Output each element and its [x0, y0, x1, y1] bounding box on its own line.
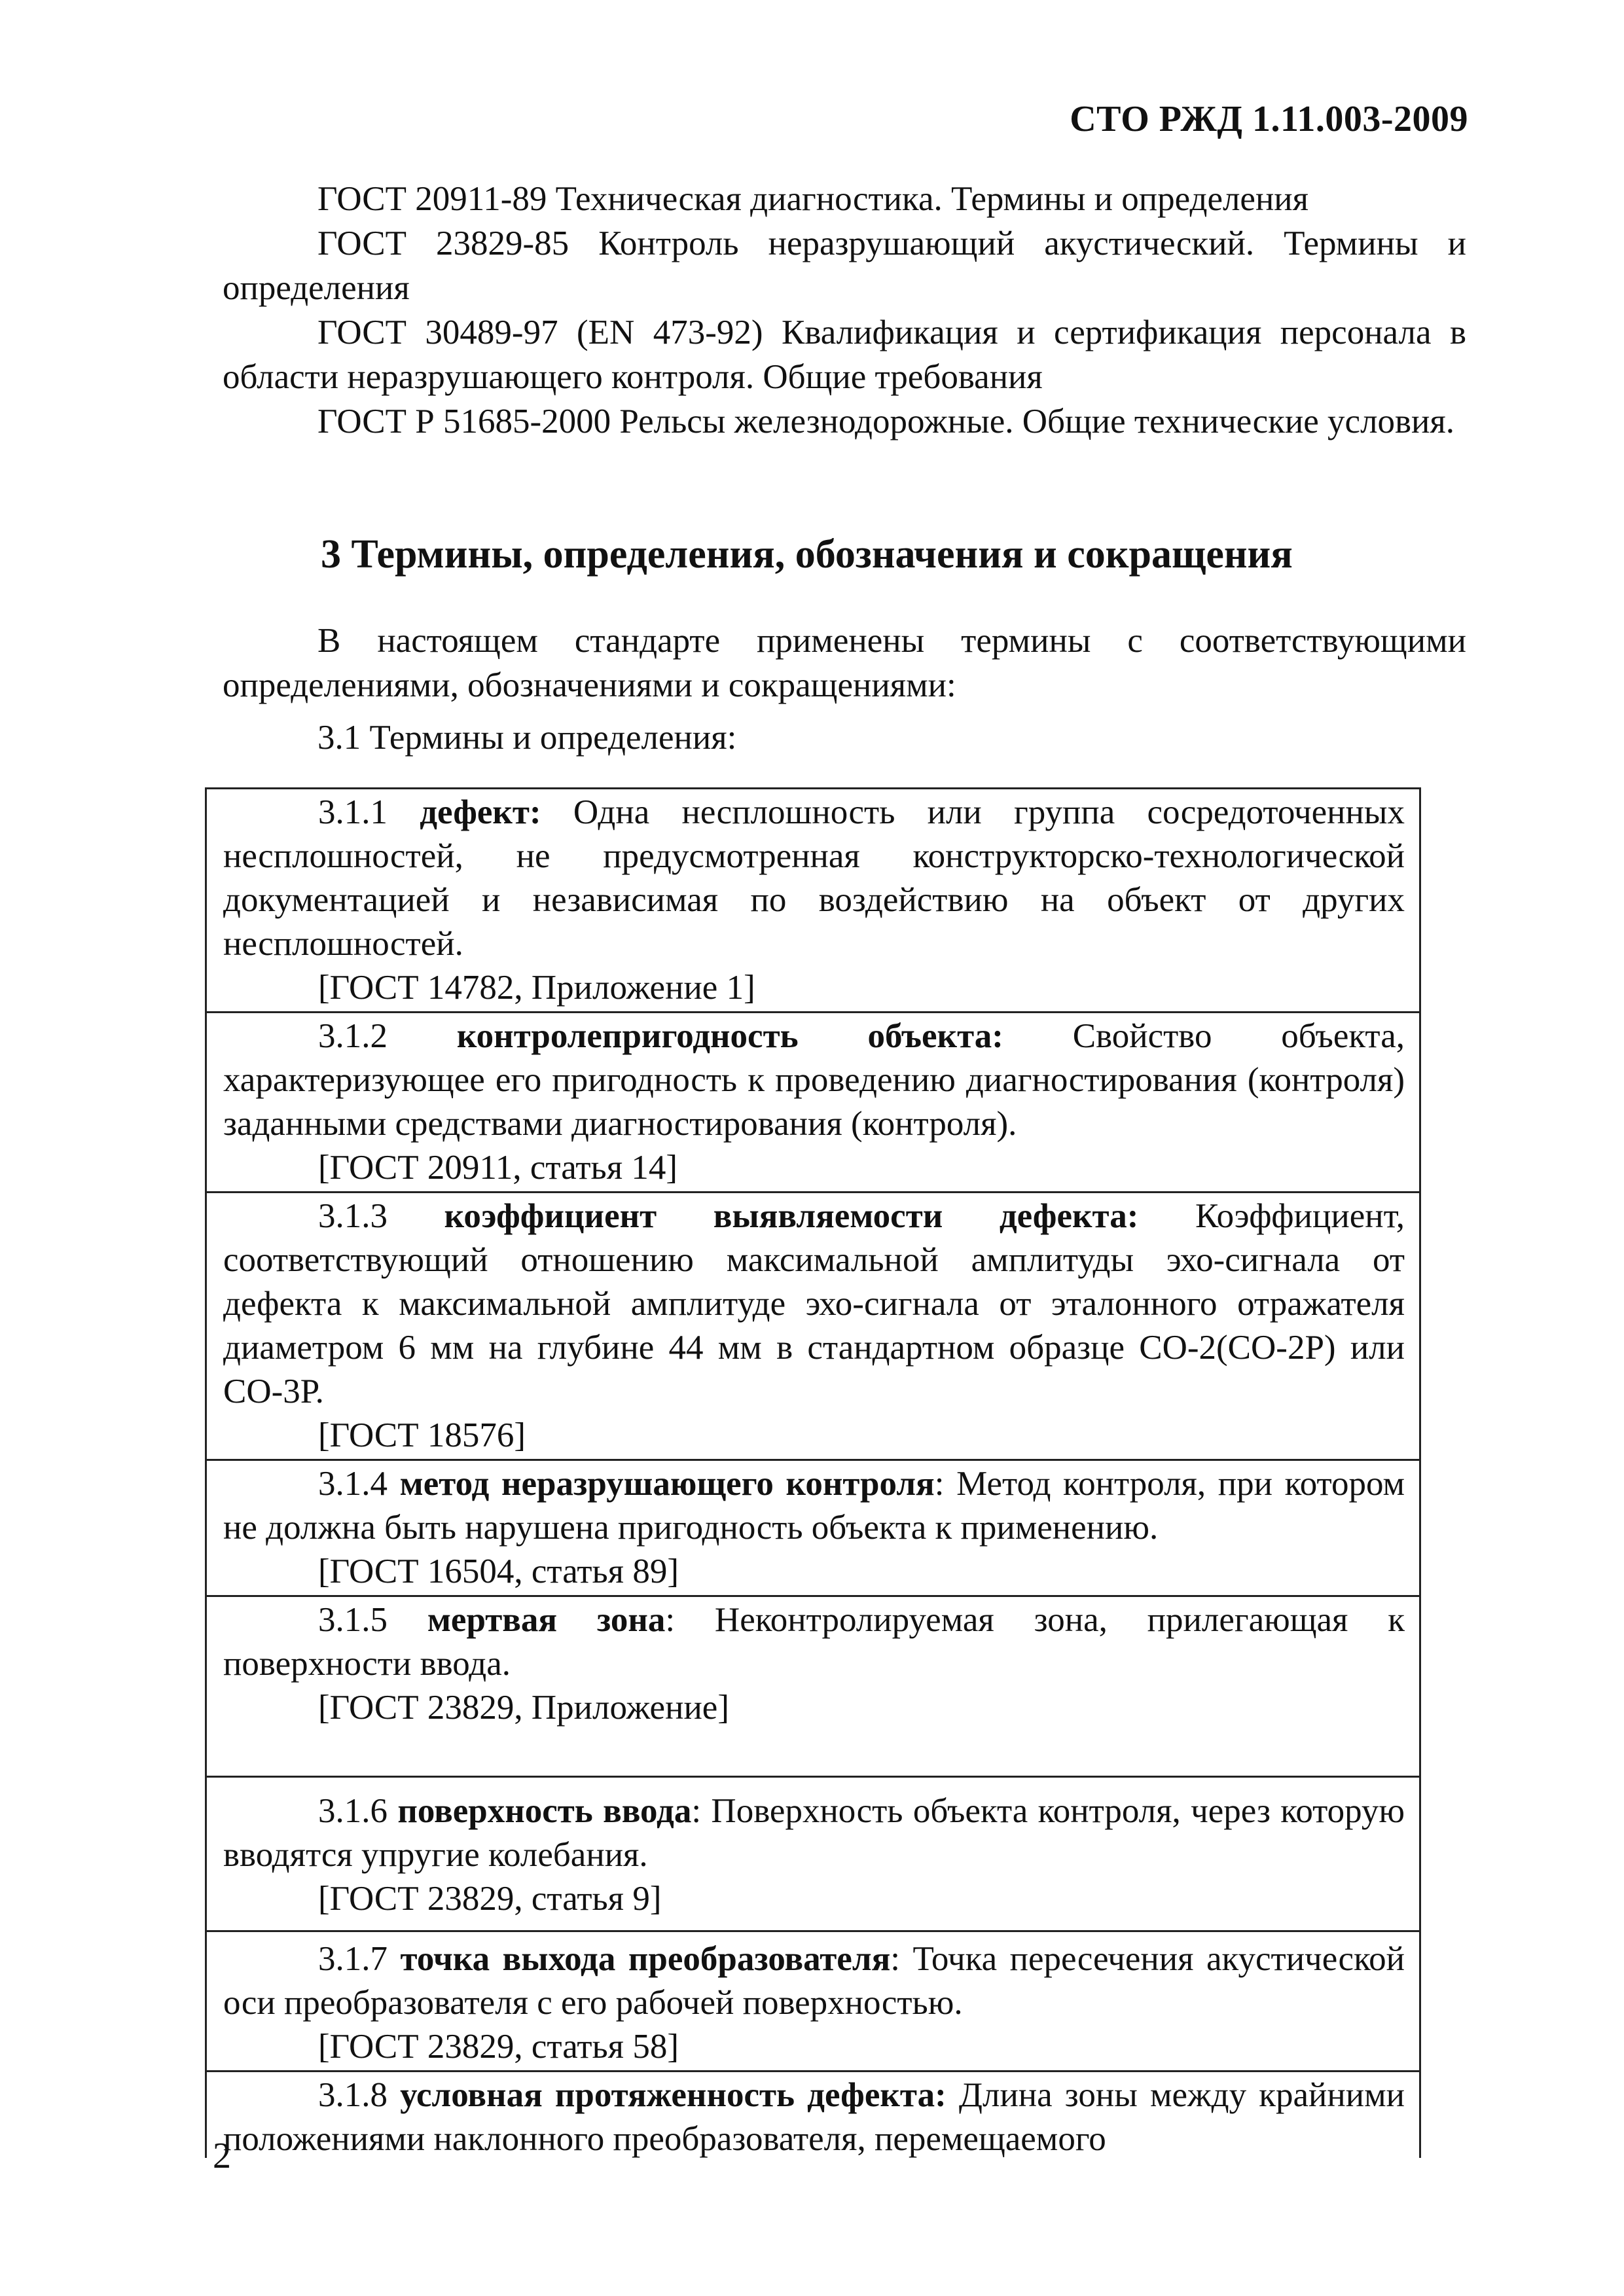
term-number: 3.1.8	[318, 2076, 388, 2114]
section-intro	[223, 619, 1466, 760]
term-entry	[207, 1461, 1419, 1597]
term-text	[223, 1598, 1405, 1686]
term-number: 3.1.5	[318, 1601, 388, 1639]
section-heading: 3 Термины, определения, обозначения и сокращения	[321, 532, 1293, 577]
term-text	[223, 1462, 1405, 1550]
term-source: [ГОСТ 20911, статья 14]	[318, 1149, 677, 1187]
term-text	[223, 1194, 1405, 1414]
normative-references	[223, 177, 1466, 444]
term-name: дефект:	[420, 793, 541, 831]
term-entry	[207, 1193, 1419, 1461]
term-definition: Длина зоны между крайними положениями наклонного преобразователя, перемещаемого	[223, 2076, 1405, 2158]
term-entry	[207, 1778, 1419, 1932]
term-number: 3.1.1	[318, 793, 388, 831]
reference-item: ГОСТ 23829-85 Контроль неразрушающий акустический. Термины и определения	[223, 224, 1466, 307]
term-definition: : Точка пересечения акустической оси преобразователя с его рабочей поверхностью.	[223, 1940, 1405, 2022]
term-text	[223, 791, 1405, 966]
term-definition: : Неконтролируемая зона, прилегающая к поверхности ввода.	[223, 1601, 1405, 1683]
subsection-heading: 3.1 Термины и определения:	[317, 719, 737, 757]
term-definition: Свойство объекта, характеризующее его пригодность к проведению диагностирования (контроля) заданными средствами диагностирования (контроля).	[223, 1017, 1405, 1143]
term-text	[223, 1789, 1405, 1877]
term-number: 3.1.3	[318, 1197, 388, 1235]
term-name: контролепригодность объекта:	[456, 1017, 1003, 1055]
term-number: 3.1.7	[318, 1940, 388, 1978]
term-text	[223, 1014, 1405, 1146]
term-name: условная протяженность дефекта:	[400, 2076, 947, 2114]
reference-item: ГОСТ 30489-97 (EN 473-92) Квалификация и сертификация персонала в области неразрушающего контроля. Общие требования	[223, 314, 1466, 396]
term-source: [ГОСТ 23829, Приложение]	[318, 1689, 729, 1727]
term-source: [ГОСТ 16504, статья 89]	[318, 1552, 679, 1590]
term-number: 3.1.2	[318, 1017, 388, 1055]
term-number: 3.1.6	[318, 1792, 388, 1830]
reference-item: ГОСТ 20911-89 Техническая диагностика. Термины и определения	[317, 180, 1309, 218]
term-number: 3.1.4	[318, 1465, 388, 1503]
term-definition: Коэффициент, соответствующий отношению максимальной амплитуды эхо-сигнала от дефекта к максимальной амплитуде эхо-сигнала от эталонного отражателя диаметром 6 мм на глубине 44 мм в стандартном образце СО-2(СО-2Р) или СО-3Р.	[223, 1197, 1405, 1410]
term-entry	[207, 1597, 1419, 1778]
term-source: [ГОСТ 23829, статья 9]	[318, 1880, 662, 1918]
term-definition: : Поверхность объекта контроля, через которую вводятся упругие колебания.	[223, 1792, 1405, 1874]
term-source: [ГОСТ 14782, Приложение 1]	[318, 969, 755, 1007]
terms-table	[205, 787, 1421, 2158]
term-entry	[207, 1013, 1419, 1193]
term-source: [ГОСТ 23829, статья 58]	[318, 2028, 679, 2066]
term-text	[223, 2073, 1405, 2158]
term-name: мертвая зона	[427, 1601, 666, 1639]
term-entry	[207, 789, 1419, 1013]
term-name: коэффициент выявляемости дефекта:	[444, 1197, 1139, 1235]
term-name: точка выхода преобразователя	[400, 1940, 891, 1978]
term-source: [ГОСТ 18576]	[318, 1416, 526, 1454]
page-number: 2	[213, 2136, 231, 2176]
term-entry	[207, 1932, 1419, 2072]
document-code: СТО РЖД 1.11.003-2009	[1070, 99, 1468, 139]
term-entry	[207, 2072, 1419, 2158]
reference-item: ГОСТ Р 51685-2000 Рельсы железнодорожные. Общие технические условия.	[317, 403, 1455, 440]
term-definition: : Метод контроля, при котором не должна быть нарушена пригодность объекта к применению.	[223, 1465, 1405, 1547]
term-text	[223, 1937, 1405, 2025]
term-name: метод неразрушающего контроля	[399, 1465, 935, 1503]
intro-paragraph: В настоящем стандарте применены термины с соответствующими определениями, обозначениями и сокращениями:	[223, 622, 1466, 704]
term-name: поверхность ввода	[397, 1792, 692, 1830]
term-definition: Одна несплошность или группа сосредоточенных несплошностей, не предусмотренная конструкторско-технологической документацией и независимая по воздействию на объект от других несплошностей.	[223, 793, 1405, 963]
